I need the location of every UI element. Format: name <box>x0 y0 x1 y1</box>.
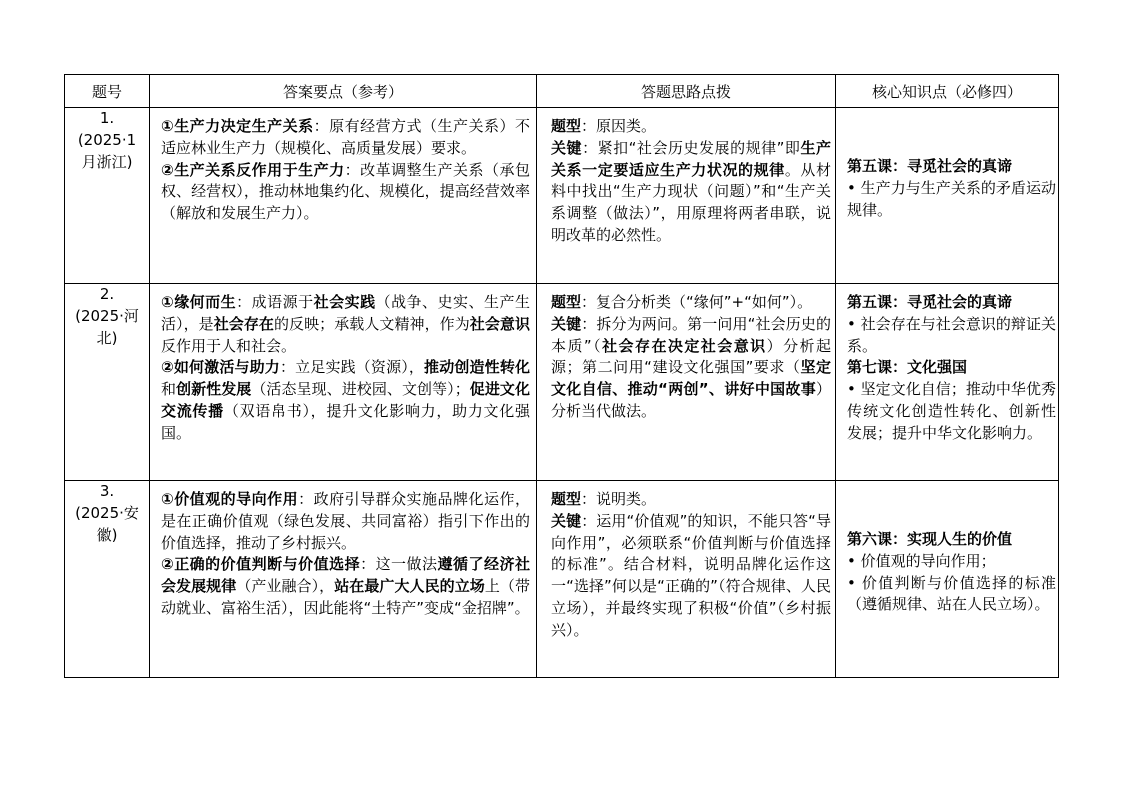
text-run: （双语帛书），提升文化影响力，助力文化强国。 <box>161 401 530 442</box>
cell-paragraph <box>847 529 1056 551</box>
cell-paragraph <box>847 573 1056 617</box>
cell-paragraph <box>161 292 530 357</box>
cell-paragraph <box>551 314 831 423</box>
text-run: ）分析起源；第二问用“建设文化强国”要求（ <box>551 336 831 377</box>
bold-text: 社会存在决定社会意识 <box>602 336 767 355</box>
bold-text: ②生产关系反作用于生产力 <box>161 160 345 179</box>
text-run: ：改革调整生产关系（承包权、经营权），推动林地集约化、规模化，提高经营效率（解放和发展生产力）。 <box>161 160 530 223</box>
answer-tips-cell <box>537 108 835 247</box>
answer-points-cell <box>150 284 536 445</box>
text-run: • 生产力与生产关系的矛盾运动规律。 <box>847 178 1056 219</box>
bold-text: 生产关系一定要适应生产力状况的规律 <box>551 138 831 179</box>
text-run: （战争、史实、生产生活），是 <box>161 293 530 333</box>
bold-text: ②正确的价值判断与价值选择 <box>161 555 361 574</box>
cell-paragraph <box>847 292 1056 314</box>
text-run: 。从材料中找出“生产力现状（问题）”和“生产关系调整（做法）”，用原理将两者串联，说明改革的必然性。 <box>551 160 831 244</box>
answer-points-cell <box>150 108 536 225</box>
text-run: ：立足实践（资源）， <box>279 358 425 377</box>
header-answer-tips: 答题思路点拨 <box>537 75 836 108</box>
cell-paragraph <box>847 551 1056 573</box>
question-number: 3. (2025·安 徽) <box>65 481 150 678</box>
answer-table <box>64 74 1059 678</box>
bold-text: 关键 <box>551 138 583 157</box>
cell-paragraph <box>161 489 530 554</box>
cell-paragraph <box>847 314 1056 358</box>
table-header-row <box>65 75 1059 108</box>
text-run: ：政府引导群众实施品牌化运作，是在正确价值观（绿色发展、共同富裕）指引下作出的价值选择，推动了乡村振兴。 <box>161 490 530 552</box>
text-run: ：拆分为两问。第一问用“社会历史的本质”（ <box>551 314 831 355</box>
bold-text: 第七课：文化强国 <box>847 358 968 377</box>
bold-text: 第五课：寻觅社会的真谛 <box>847 157 1013 175</box>
answer-tips-cell <box>537 284 835 423</box>
bold-text: 题型 <box>551 293 582 311</box>
bold-text: 社会实践 <box>313 293 376 311</box>
question-number: 1. (2025·1 月浙江) <box>65 108 150 284</box>
cell-paragraph <box>551 116 831 138</box>
bold-text: 关键 <box>551 511 582 530</box>
bold-text: ②如何激活与助力 <box>161 358 280 377</box>
cell-paragraph <box>161 357 530 444</box>
cell-paragraph <box>551 292 831 314</box>
question-number: 2. (2025·河 北) <box>65 284 150 481</box>
text-run: 的反映；承载人文精神，作为 <box>274 314 470 333</box>
bold-text: 题型 <box>551 117 582 135</box>
text-run: • 价值判断与价值选择的标准（遵循规律、站在人民立场）。 <box>847 573 1056 614</box>
cell-paragraph <box>161 116 530 160</box>
cell-paragraph <box>847 156 1056 178</box>
table-row <box>65 481 1059 678</box>
text-run: • 价值观的导向作用； <box>847 551 996 570</box>
cell-paragraph <box>551 511 831 642</box>
bold-text: ①价值观的导向作用 <box>161 490 299 508</box>
text-run: （活态呈现、进校园、文创等）； <box>251 380 470 399</box>
text-run: • 坚定文化自信；推动中华优秀传统文化创造性转化、创新性发展；提升中华文化影响力。 <box>847 380 1056 442</box>
bold-text: 推动创造性转化 <box>424 358 530 377</box>
header-core-knowledge: 核心知识点（必修四） <box>836 75 1059 108</box>
bold-text: 社会意识 <box>469 314 530 333</box>
bold-text: 社会存在 <box>213 314 274 333</box>
cell-paragraph <box>161 160 530 225</box>
text-run: ：原因类。 <box>581 117 657 135</box>
table-row <box>65 108 1059 284</box>
text-run: 反作用于人和社会。 <box>161 336 297 355</box>
bold-text: 促进文化交流传播 <box>161 380 530 420</box>
header-answer-points: 答案要点（参考） <box>150 75 537 108</box>
text-run: ：这一做法 <box>360 555 438 574</box>
text-run: ：说明类。 <box>581 490 657 508</box>
text-run: 上（带动就业、富裕生活），因此能将“土特产”变成“金招牌”。 <box>161 577 530 617</box>
bold-text: 第五课：寻觅社会的真谛 <box>847 293 1013 311</box>
cell-paragraph <box>847 379 1056 444</box>
text-run: ：成语源于 <box>236 293 314 311</box>
text-run: ）分析当代做法。 <box>551 380 831 420</box>
table-row <box>65 284 1059 481</box>
bold-text: ①生产力决定生产关系 <box>161 117 314 135</box>
text-run: （产业融合）， <box>236 577 335 596</box>
core-knowledge-cell <box>836 108 1058 221</box>
text-run: ：运用“价值观”的知识，不能只答“导向作用”，必须联系“价值判断与价值选择的标准”。结合材料，说明品牌化运作这一“选择”何以是“正确的”（符合规律、人民立场），并最终实现了积极“价值”（乡村振兴）。 <box>551 511 831 639</box>
answer-points-cell <box>150 481 536 620</box>
cell-paragraph <box>847 178 1056 222</box>
answer-tips-cell <box>537 481 835 642</box>
core-knowledge-cell <box>836 284 1058 445</box>
bold-text: ①缘何而生 <box>161 293 237 311</box>
cell-paragraph <box>551 138 831 247</box>
text-run: • 社会存在与社会意识的辩证关系。 <box>847 314 1056 355</box>
bold-text: 创新性发展 <box>176 380 252 399</box>
bold-text: 关键 <box>551 314 582 333</box>
bold-text: 坚定文化自信、推动“两创”、讲好中国故事 <box>551 358 831 399</box>
bold-text: 题型 <box>551 490 582 508</box>
cell-paragraph <box>847 357 1056 379</box>
bold-text: 遵循了经济社会发展规律 <box>161 555 530 596</box>
header-question-no: 题号 <box>65 75 150 108</box>
text-run: 和 <box>161 380 177 399</box>
text-run: ：紧扣“社会历史发展的规律”即 <box>582 138 801 157</box>
core-knowledge-cell <box>836 481 1058 616</box>
bold-text: 站在最广大人民的立场 <box>334 577 485 596</box>
text-run: ：复合分析类（“缘何”+“如何”）。 <box>581 293 813 311</box>
cell-paragraph <box>161 554 530 619</box>
bold-text: 第六课：实现人生的价值 <box>847 530 1013 548</box>
cell-paragraph <box>551 489 831 511</box>
text-run: ：原有经营方式（生产关系）不适应林业生产力（规模化、高质量发展）要求。 <box>161 117 530 157</box>
